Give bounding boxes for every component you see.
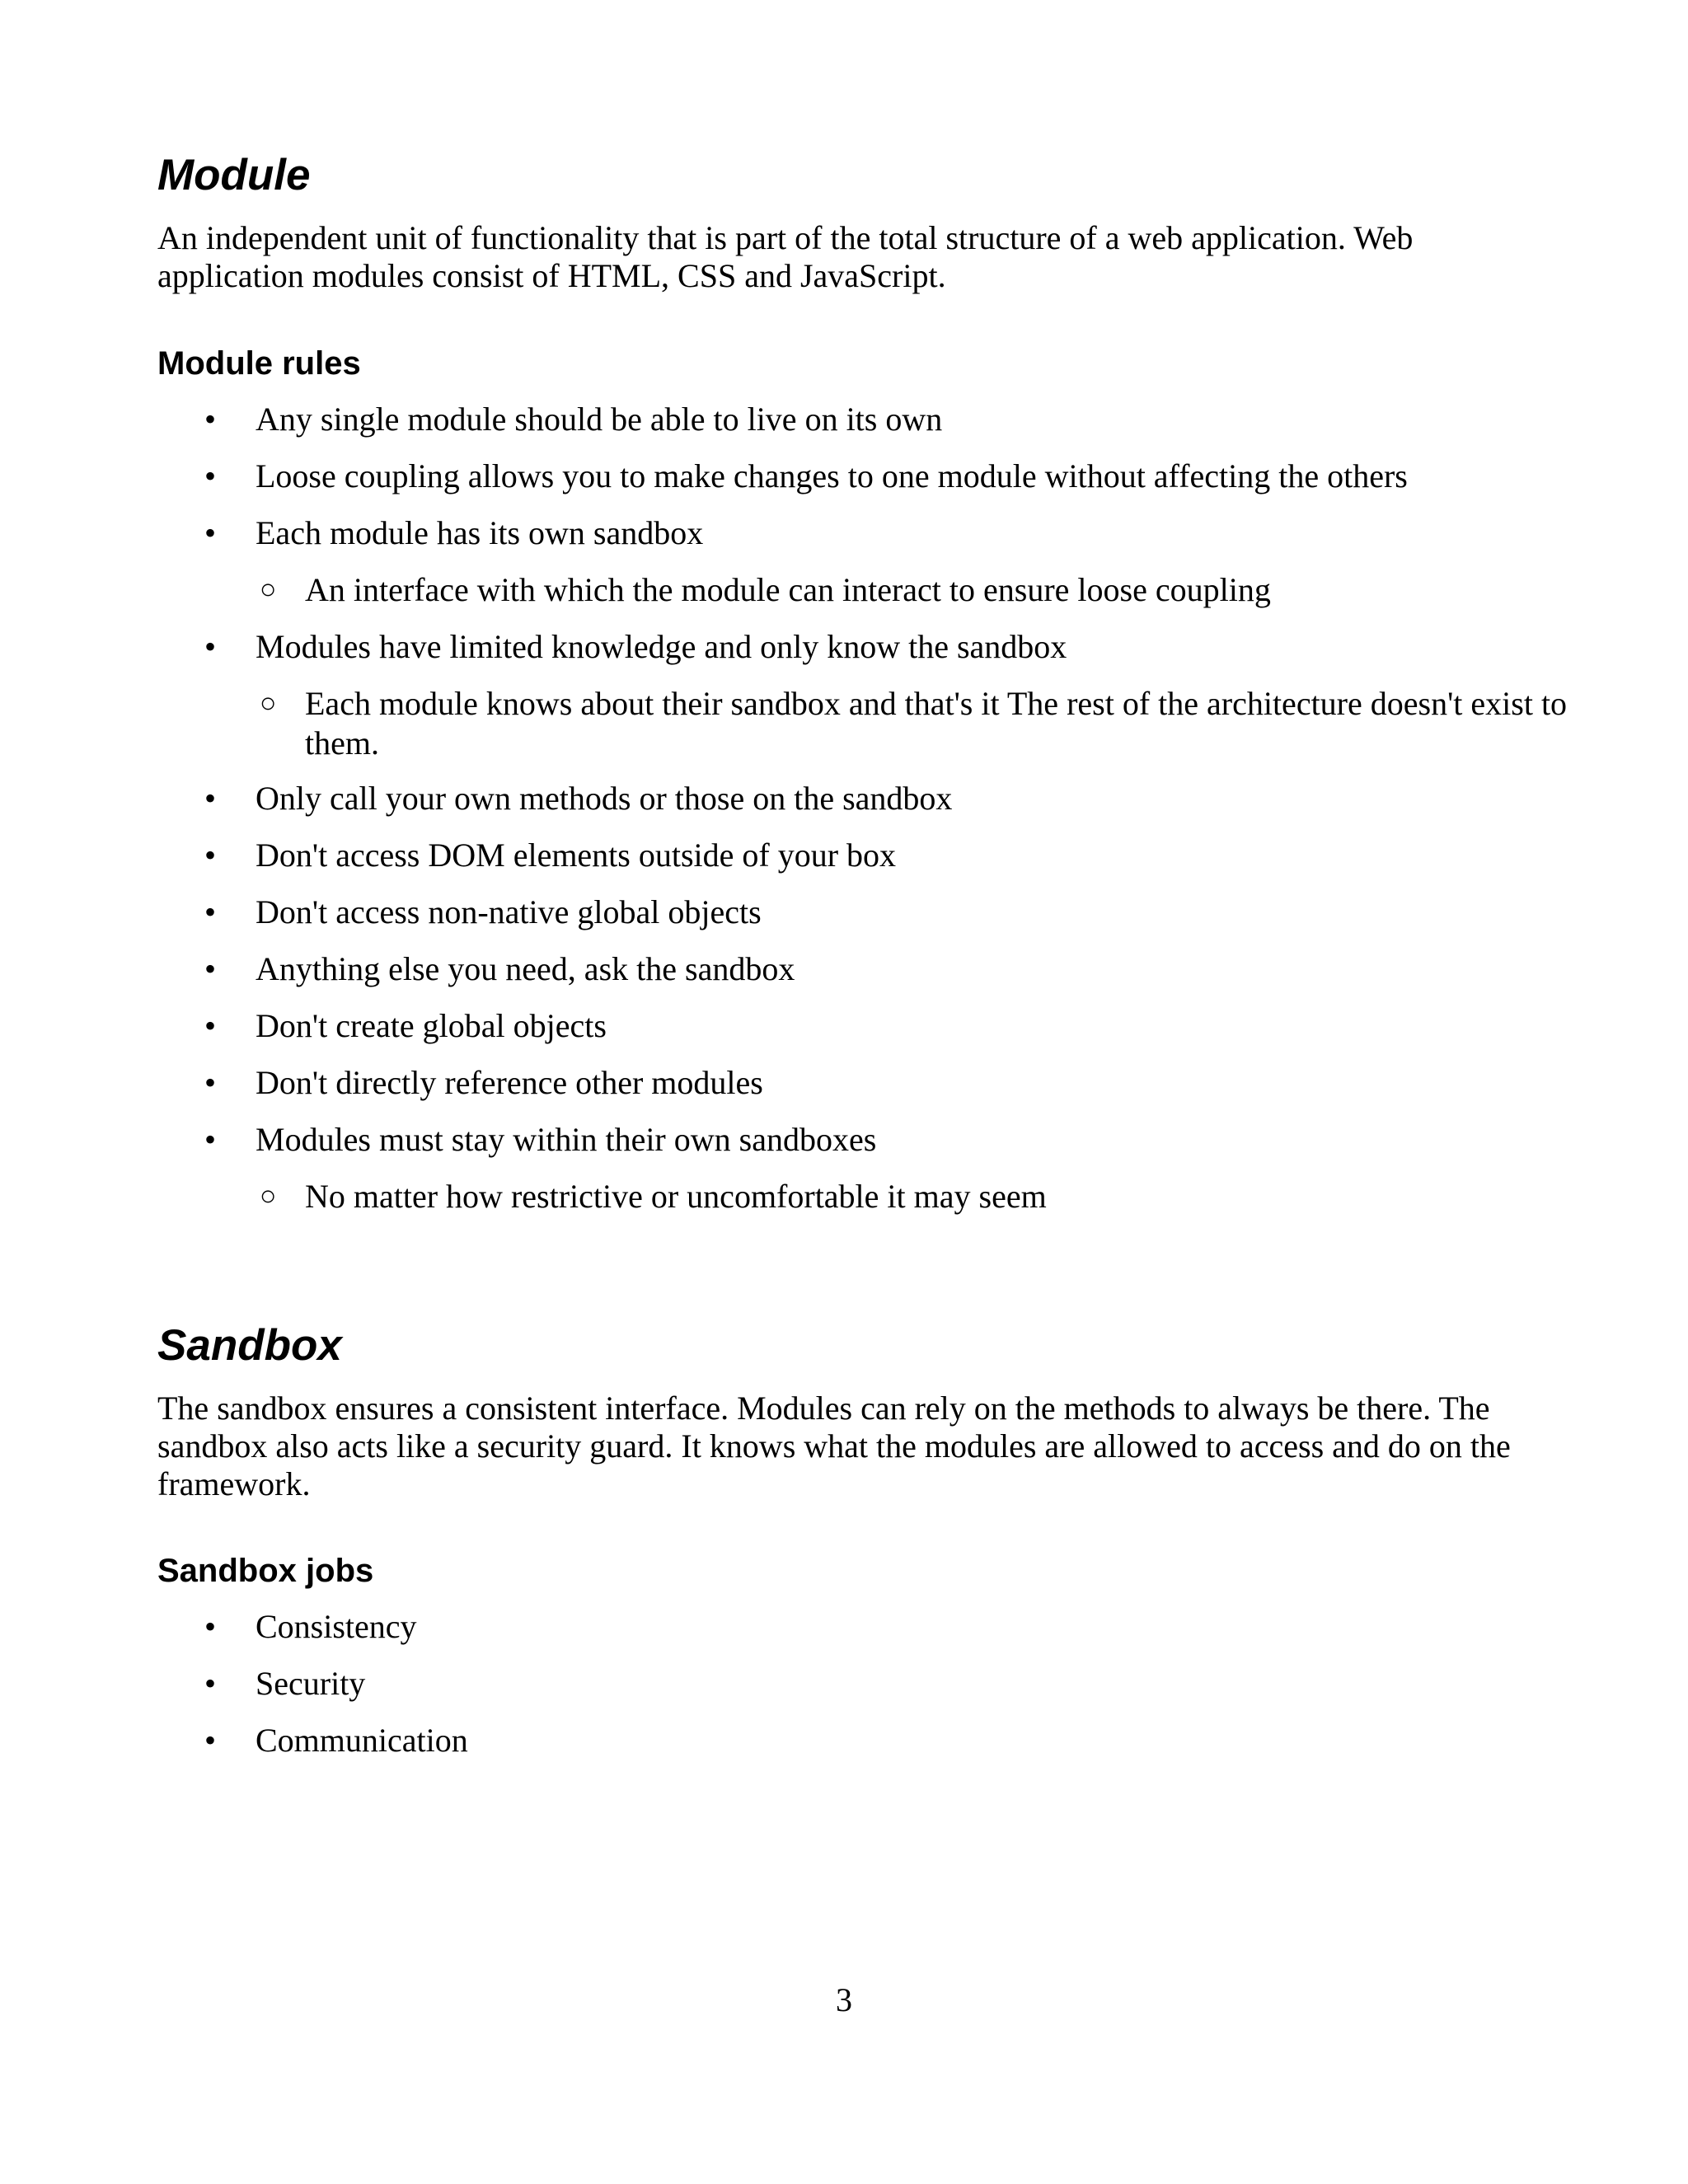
- bullet-icon: •: [204, 401, 217, 438]
- list-item-text: Loose coupling allows you to make changes to one module without affecting the others: [256, 457, 1408, 494]
- list-item-text: Modules must stay within their own sandboxes: [256, 1121, 877, 1158]
- list-item-text: Any single module should be able to live on its own: [256, 401, 943, 438]
- list-item-text: Don't create global objects: [256, 1007, 607, 1044]
- sandbox-heading: Sandbox: [157, 1321, 342, 1370]
- module-heading: Module: [157, 151, 311, 199]
- list-item-text: Don't directly reference other modules: [256, 1064, 763, 1101]
- bullet-icon: •: [204, 628, 217, 665]
- bullet-icon: •: [204, 950, 217, 987]
- circle-bullet-icon: ○: [260, 688, 277, 719]
- bullet-icon: •: [204, 780, 217, 817]
- list-item-text: Each module has its own sandbox: [256, 514, 704, 551]
- sandbox-jobs-heading: Sandbox jobs: [157, 1553, 374, 1589]
- list-item-text: Only call your own methods or those on the sandbox: [256, 780, 953, 817]
- bullet-icon: •: [204, 1722, 217, 1759]
- bullet-icon: •: [204, 457, 217, 494]
- module-description: An independent unit of functionality that is part of the total structure of a web application. Web application modules consist of HTML, CSS and JavaScript.: [157, 219, 1414, 294]
- list-item-text: Don't access non-native global objects: [256, 893, 762, 930]
- list-item-text: Each module knows about their sandbox and that's it The rest of the architecture doesn't exist to them.: [305, 685, 1568, 762]
- bullet-icon: •: [204, 514, 217, 551]
- list-item-text: Don't access DOM elements outside of your box: [256, 837, 897, 874]
- sandbox-description: The sandbox ensures a consistent interface. Modules can rely on the methods to always be there. The sandbox also acts like a security guard. It knows what the modules are allowed to access and do on the framework.: [157, 1390, 1511, 1502]
- list-item-text: Consistency: [256, 1608, 417, 1645]
- bullet-icon: •: [204, 837, 217, 874]
- bullet-icon: •: [204, 1007, 217, 1044]
- module-rules-heading: Module rules: [157, 345, 361, 382]
- bullet-icon: •: [204, 1608, 217, 1645]
- bullet-icon: •: [204, 893, 217, 930]
- list-item-text: Security: [256, 1665, 366, 1702]
- circle-bullet-icon: ○: [260, 1181, 277, 1212]
- list-item-text: An interface with which the module can interact to ensure loose coupling: [305, 571, 1271, 608]
- list-item-text: No matter how restrictive or uncomfortable it may seem: [305, 1178, 1047, 1215]
- bullet-icon: •: [204, 1121, 217, 1158]
- bullet-icon: •: [204, 1665, 217, 1702]
- page-number: 3: [836, 1981, 852, 2018]
- circle-bullet-icon: ○: [260, 574, 277, 605]
- list-item-text: Anything else you need, ask the sandbox: [256, 950, 795, 987]
- list-item-text: Communication: [256, 1722, 468, 1759]
- list-item-text: Modules have limited knowledge and only know the sandbox: [256, 628, 1067, 665]
- bullet-icon: •: [204, 1064, 217, 1101]
